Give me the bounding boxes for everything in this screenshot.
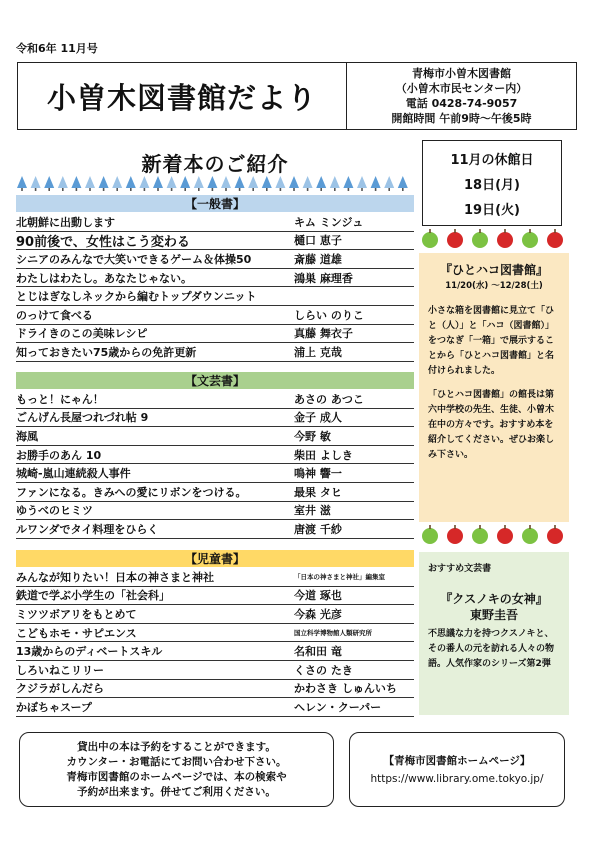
book-row: [16, 325, 414, 344]
book-title: 知っておきたい75歳からの免許更新: [16, 345, 197, 359]
recommend-label: おすすめ文芸書: [428, 564, 492, 574]
book-row: [16, 568, 414, 587]
book-title: みんなが知りたい！日本の神さまと神社: [16, 570, 214, 584]
homepage-box: [349, 732, 565, 807]
hitohako-invitation: 「ひとハコ図書館」の館長は第六中学校の先生、生徒、小曽木在中の方々です。おすすめ本を紹介してください。ぜひお楽しみ下さい。: [428, 390, 555, 460]
book-row: [16, 642, 414, 661]
book-title: こどもホモ・サピエンス: [16, 626, 137, 640]
tree-icon: [126, 176, 136, 188]
tree-icon: [303, 176, 313, 188]
tree-icon: [398, 176, 408, 188]
tree-icon: [58, 176, 68, 188]
apple-icon: [522, 528, 538, 544]
book-title: しろいねこリリー: [16, 663, 104, 677]
book-row: [16, 605, 414, 624]
homepage-url[interactable]: https://www.library.ome.tokyo.jp/: [370, 772, 544, 785]
new-books-title: 新着本のご紹介: [141, 152, 289, 176]
book-author: 斎藤 道雄: [294, 252, 342, 266]
apple-icon: [422, 528, 438, 544]
closed-days-box: [422, 140, 562, 226]
book-list-general: [16, 213, 414, 362]
book-title: 13歳からのディベートスキル: [16, 645, 163, 659]
recommend-book-title: 『クスノキの女神』: [440, 592, 548, 606]
book-row: [16, 232, 414, 251]
book-author: 「日本の神さまと神社」編集室: [294, 573, 385, 582]
tree-icon: [180, 176, 190, 188]
book-author: 真藤 舞衣子: [294, 327, 353, 341]
book-title: ファンになる。きみへの愛にリボンをつける。: [16, 485, 247, 499]
tree-icon: [343, 176, 353, 188]
book-row: [16, 680, 414, 699]
book-title: ごんげん長屋つれづれ帖 9: [16, 411, 149, 425]
book-author: 鳴神 響一: [294, 467, 342, 481]
book-row: [16, 483, 414, 502]
apple-icon: [547, 232, 563, 248]
apple-row-decoration-bottom: [418, 524, 568, 546]
tree-icon: [316, 176, 326, 188]
book-title: わたしはわたし。あなたじゃない。: [16, 271, 192, 285]
book-row: [16, 306, 414, 325]
book-row: [16, 269, 414, 288]
book-title: 海風: [16, 429, 38, 443]
book-author: 国立科学博物館人類研究所: [294, 629, 372, 638]
tree-icon: [357, 176, 367, 188]
book-list-children: [16, 568, 414, 717]
library-hours: 開館時間 午前9時～午後5時: [391, 112, 532, 125]
apple-icon: [472, 528, 488, 544]
book-author: 柴田 よしき: [294, 448, 353, 462]
tree-icon: [194, 176, 204, 188]
book-row: [16, 213, 414, 232]
tree-row-decoration: [16, 175, 416, 191]
book-row: [16, 343, 414, 362]
apple-icon: [447, 232, 463, 248]
tree-icon: [31, 176, 41, 188]
book-author: くさの たき: [294, 663, 353, 677]
book-author: あさの あつこ: [294, 392, 364, 406]
book-author: しらい のりこ: [294, 308, 364, 322]
tree-icon: [262, 176, 272, 188]
tree-icon: [99, 176, 109, 188]
book-author: 金子 成人: [294, 411, 342, 425]
recommend-description: 不思議な力を持つクスノキと、その番人の元を訪れる人々の物語。人気作家のシリーズ第2弾: [428, 629, 555, 669]
book-author: ヘレン・クーパー: [294, 700, 382, 714]
book-title: お勝手のあん 10: [16, 448, 102, 462]
tree-icon: [71, 176, 81, 188]
closed-day-2: 19日(火): [464, 202, 520, 218]
book-author: キム ミンジュ: [294, 215, 364, 229]
tree-icon: [330, 176, 340, 188]
book-author: 今野 敏: [294, 429, 331, 443]
reservation-notice: [19, 732, 334, 807]
tree-icon: [289, 176, 299, 188]
hitohako-box: [419, 253, 569, 522]
book-author: かわさき しゅんいち: [294, 682, 397, 696]
book-author: 鴻巣 麻理香: [294, 271, 353, 285]
book-author: 唐渡 千紗: [294, 522, 342, 536]
recommend-book-author: 東野圭吾: [469, 608, 518, 622]
homepage-label: 【青梅市図書館ホームページ】: [383, 754, 531, 767]
tree-icon: [371, 176, 381, 188]
book-row: [16, 390, 414, 409]
tree-icon: [85, 176, 95, 188]
notice-line-3: 青梅市図書館のホームページでは、本の検索や: [66, 770, 287, 783]
book-title: 城崎-嵐山連続殺人事件: [16, 467, 131, 481]
book-author: 室井 滋: [294, 504, 331, 518]
recommended-book-box: [419, 552, 569, 715]
book-title: ルワンダでタイ料理をひらく: [16, 522, 159, 536]
book-author: 最果 タヒ: [294, 485, 342, 499]
issue-label: 令和6年 11月号: [16, 42, 98, 55]
tree-icon: [384, 176, 394, 188]
library-info: [347, 62, 577, 130]
book-list-literature: [16, 390, 414, 539]
book-row: [16, 520, 414, 539]
tree-icon: [207, 176, 217, 188]
apple-icon: [472, 232, 488, 248]
apple-row-decoration-top: [418, 228, 568, 250]
book-title: シニアのみんなで大笑いできるゲーム＆体操50: [16, 252, 252, 266]
book-title: のっけて食べる: [16, 308, 93, 322]
section-heading-children: 【児童書】: [16, 550, 414, 567]
apple-icon: [447, 528, 463, 544]
library-phone: 電話 0428-74-9057: [405, 97, 518, 110]
notice-line-2: カウンター・お電話にてお問い合わせ下さい。: [66, 755, 287, 768]
section-heading-general: 【一般書】: [16, 195, 414, 212]
hitohako-period: 11/20(水) ～12/28(土): [445, 281, 543, 291]
tree-icon: [139, 176, 149, 188]
tree-icon: [112, 176, 122, 188]
section-heading-literature: 【文芸書】: [16, 372, 414, 389]
book-row: [16, 698, 414, 717]
apple-icon: [547, 528, 563, 544]
tree-icon: [153, 176, 163, 188]
book-title: 北朝鮮に出動します: [16, 215, 115, 229]
tree-icon: [275, 176, 285, 188]
apple-icon: [497, 528, 513, 544]
book-title: ミツツボアリをもとめて: [16, 607, 137, 621]
book-title: かぼちゃスープ: [16, 700, 92, 714]
book-row: [16, 409, 414, 428]
tree-icon: [44, 176, 54, 188]
apple-icon: [422, 232, 438, 248]
tree-icon: [221, 176, 231, 188]
book-row: [16, 624, 414, 643]
book-author: 今森 光彦: [294, 607, 342, 621]
book-title: クジラがしんだら: [16, 682, 104, 696]
hitohako-description: 小さな箱を図書館に見立て「ひと（人）」と「ハコ（図書館）」をつなぎ「一箱」で展示することから「ひとハコ図書館」と名付けられました。: [428, 306, 555, 376]
book-row: [16, 587, 414, 606]
book-row: [16, 502, 414, 521]
tree-icon: [235, 176, 245, 188]
book-author: 名和田 竜: [294, 645, 342, 659]
book-title: とじはぎなしネックから編むトップダウンニット: [16, 290, 257, 304]
tree-icon: [248, 176, 258, 188]
hitohako-title: 『ひとハコ図書館』: [439, 263, 548, 277]
book-row: [16, 287, 414, 306]
book-title: ドライきのこの美味レシピ: [16, 327, 148, 341]
notice-line-1: 貸出中の本は予約をすることができます。: [77, 740, 276, 753]
newsletter-title: 小曽木図書館だより: [17, 62, 347, 130]
notice-line-4: 予約が出来ます。併せてご利用ください。: [77, 785, 276, 798]
book-title: ゆうべのヒミツ: [16, 504, 93, 518]
book-row: [16, 661, 414, 680]
library-sub: （小曽木市民センター内）: [395, 82, 528, 95]
apple-icon: [497, 232, 513, 248]
book-title: 90前後で、女性はこう変わる: [16, 234, 190, 250]
book-author: 樋口 恵子: [294, 234, 342, 248]
book-title: 鉄道で学ぶ小学生の「社会科」: [16, 589, 170, 603]
book-author: 今道 琢也: [294, 589, 342, 603]
closed-days-title: 11月の休館日: [450, 152, 534, 168]
book-row: [16, 464, 414, 483]
book-row: [16, 427, 414, 446]
closed-day-1: 18日(月): [464, 177, 520, 193]
apple-icon: [522, 232, 538, 248]
book-row: [16, 446, 414, 465]
tree-icon: [167, 176, 177, 188]
book-row: [16, 250, 414, 269]
book-title: もっと！にゃん！: [16, 392, 104, 406]
library-name: 青梅市小曽木図書館: [412, 67, 511, 80]
book-author: 浦上 克哉: [294, 345, 342, 359]
tree-icon: [17, 176, 27, 188]
